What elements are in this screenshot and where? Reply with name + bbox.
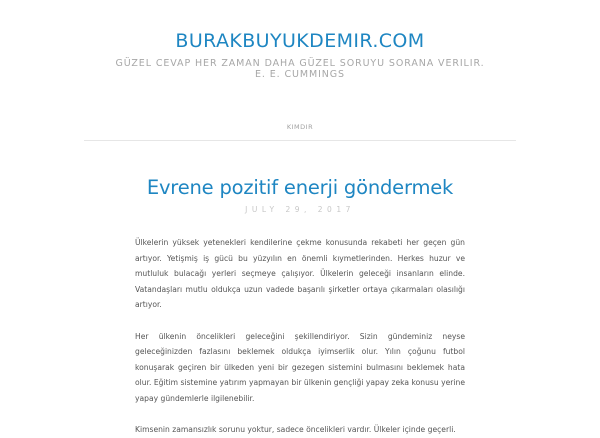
main-navigation <box>84 114 516 141</box>
site-description: GÜZEL CEVAP HER ZAMAN DAHA GÜZEL SORUYU SORANA VERILIR. E. E. CUMMINGS <box>115 58 485 80</box>
post-title-link[interactable]: Evrene pozitif enerji göndermek <box>146 176 454 199</box>
post-date[interactable]: JULY 29, 2017 <box>245 205 355 214</box>
post <box>135 176 465 438</box>
nav-item-kimdir[interactable]: KIMDIR <box>286 123 314 131</box>
post-paragraph: Kimsenin zamansızlık sorunu yoktur, sadece öncelikleri vardır. Ülkeler içinde geçerli. <box>135 425 456 434</box>
site-header <box>0 0 600 80</box>
post-paragraph: Her ülkenin öncelikleri geleceğini şekillendiriyor. Sizin gündeminiz neyse geleceğinizden fazlasını beklemek oldukça iyimserlik olur. Yılın çoğunu futbol konuşarak geçiren bir ülkeden yeni bir gezegen sistemini bulmasını beklemek hata olur. Eğitim sistemine yatırım yapmayan bir ülkenin gençliği yapay zeka konusu yerine yapay gündemlerle ilgilenebilir. <box>135 331 465 403</box>
post-paragraph: Ülkelerin yüksek yetenekleri kendilerine çekme konusunda rekabeti her geçen gün artıyor. Yetişmiş iş gücü bu yüzyılın en önemli kıymetlerinden. Herkes huzur ve mutluluk bulacağı yerleri seçmeye çalışıyor. Ülkelerin geleceği insanların elinde. Vatandaşları mutlu oldukça uzun vadede başarılı şirketler ortaya çıkarmaları olasılığı artıyor. <box>135 238 465 309</box>
site-title-link[interactable]: BURAKBUYUKDEMIR.COM <box>175 30 425 52</box>
post-body <box>135 235 465 438</box>
